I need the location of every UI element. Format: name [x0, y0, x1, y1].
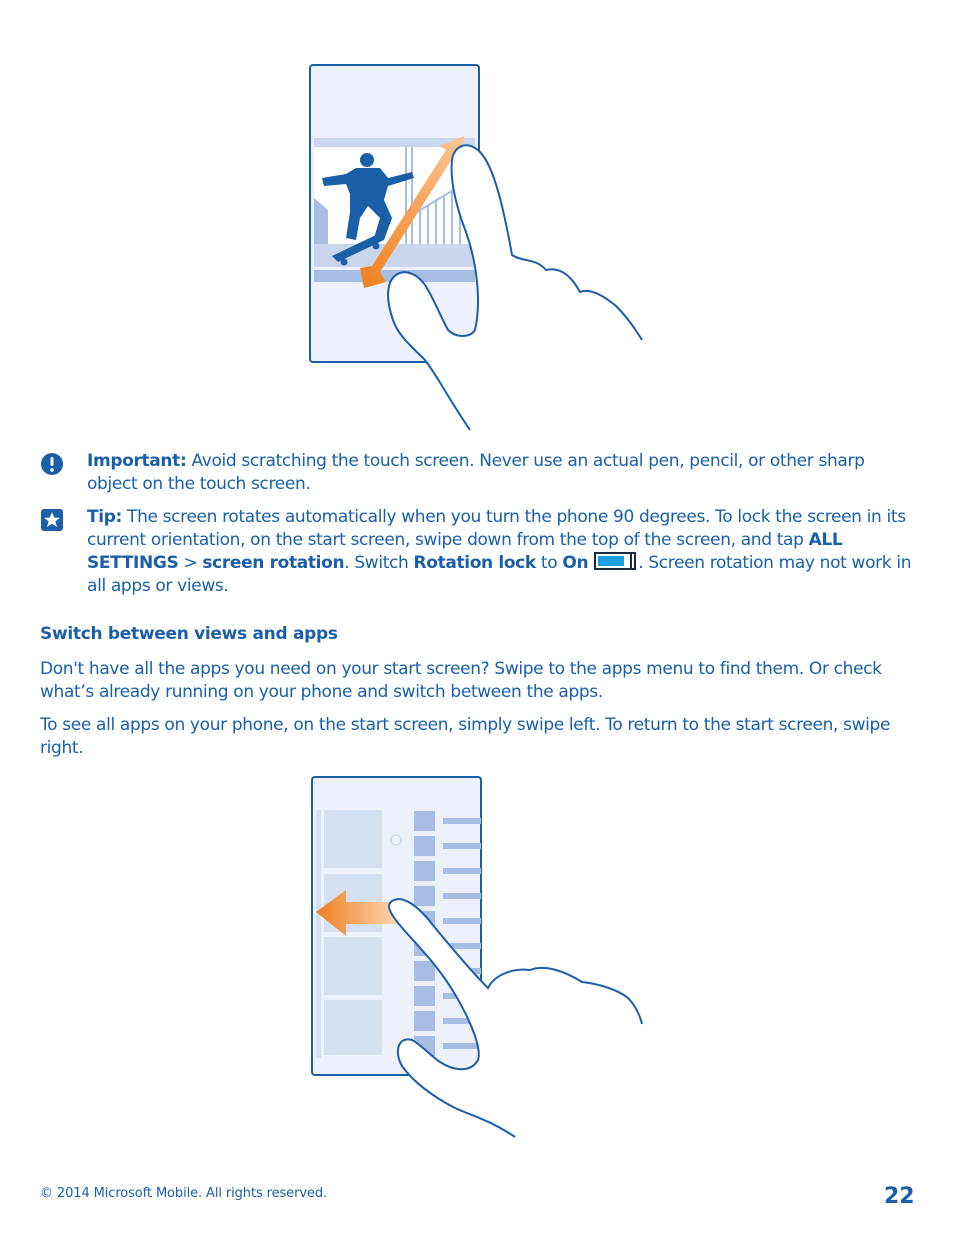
rotate-screen-illustration — [300, 58, 660, 438]
all-settings-label: ALL SETTINGS — [87, 530, 843, 573]
important-label: Important: — [87, 451, 187, 471]
tip-text: to — [535, 553, 563, 573]
tip-note — [87, 506, 919, 598]
tip-text: . Screen rotation may not work in all apps or views. — [87, 553, 912, 596]
swipe-apps-illustration — [305, 770, 650, 1140]
important-note — [87, 450, 919, 496]
important-text: Avoid scratching the touch screen. Never use an actual pen, pencil, or other sharp object on the touch screen. — [87, 451, 865, 494]
important-icon — [41, 453, 63, 475]
paragraph-apps-menu: Don't have all the apps you need on your start screen? Swipe to the apps menu to find them. Or check what’s already running on your phone and switch between the apps. — [40, 659, 882, 702]
toggle-on-icon — [594, 552, 636, 570]
on-label: On — [562, 553, 589, 573]
tip-separator: > — [178, 553, 203, 573]
tip-star-icon — [41, 509, 63, 531]
section-heading: Switch between views and apps — [40, 624, 338, 644]
copyright-text: © 2014 Microsoft Mobile. All rights reserved. — [40, 1186, 327, 1201]
tip-text: . Switch — [344, 553, 414, 573]
tip-text: The screen rotates automatically when you turn the phone 90 degrees. To lock the screen in its current orientation, on the start screen, swipe down from the top of the screen, and tap — [87, 507, 906, 550]
screen-rotation-label: screen rotation — [202, 553, 345, 573]
paragraph-swipe-left: To see all apps on your phone, on the start screen, simply swipe left. To return to the start screen, swipe right. — [40, 715, 891, 758]
tip-label: Tip: — [87, 507, 122, 527]
page-number: 22 — [884, 1184, 915, 1209]
rotation-lock-label: Rotation lock — [413, 553, 536, 573]
